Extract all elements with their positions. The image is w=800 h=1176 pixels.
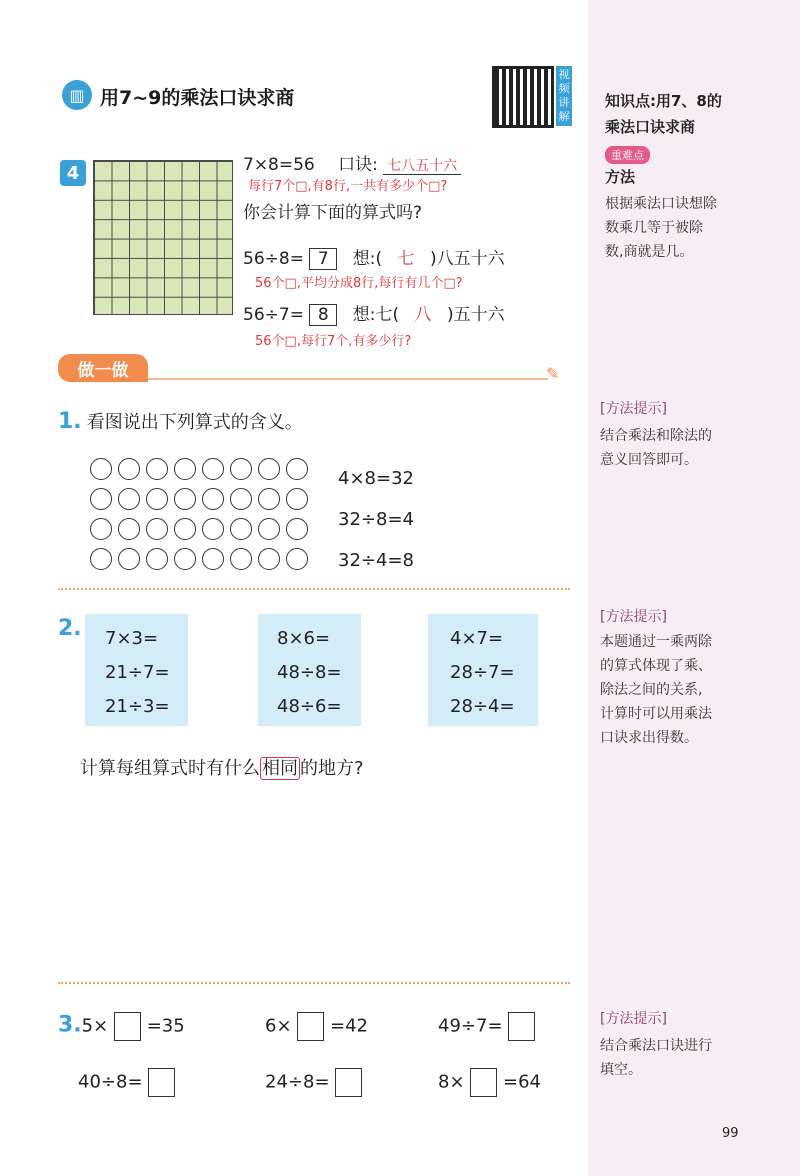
example-note-4: 56个□,每行7个,有多少行? (255, 334, 412, 349)
circle (118, 458, 140, 480)
answer-input-box[interactable] (470, 1068, 497, 1097)
circle (118, 488, 140, 510)
pencil-icon: ✎ (546, 364, 560, 383)
circle (230, 488, 252, 510)
example-line-1: 7×8=56 口诀: 七八五十六 (243, 150, 461, 175)
knowledge-point-title: 知识点:用7、8的 乘法口诀求商 (605, 92, 722, 136)
circle (90, 518, 112, 540)
qr-code-icon[interactable] (492, 66, 554, 128)
divider (58, 588, 570, 590)
circle (146, 548, 168, 570)
q2-group-1-equations: 7×3= 21÷7= 21÷3= (105, 628, 170, 717)
circle (118, 518, 140, 540)
tip-2-heading: [方法提示] (600, 609, 667, 625)
q2-group-2-equations: 8×6= 48÷8= 48÷6= (277, 628, 342, 717)
tip-3-text: 结合乘法口诀进行 填空。 (600, 1038, 712, 1078)
highlighted-word: 相同 (262, 758, 298, 779)
method-text: 根据乘法口诀想除 数乘几等于被除 数,商就是几。 (605, 196, 717, 260)
example-line-3: 56÷8= 7 想:( 七 )八五十六 (243, 249, 505, 269)
q3-row-2-item-2: 24÷8= (265, 1068, 362, 1097)
q3-row-2-item-3: 8× =64 (438, 1068, 541, 1097)
practice-ribbon: 做一做 (58, 354, 148, 382)
circle-array (90, 458, 314, 578)
circle (286, 518, 308, 540)
circle (230, 518, 252, 540)
example-line-2: 你会计算下面的算式吗? (243, 203, 423, 223)
circle (174, 548, 196, 570)
question-1-prompt: 1. 看图说出下列算式的含义。 (58, 409, 303, 434)
circle (286, 548, 308, 570)
circle (258, 518, 280, 540)
example-number: 4 (60, 160, 86, 186)
circle (174, 458, 196, 480)
circle (118, 548, 140, 570)
answer-box: 8 (309, 304, 337, 326)
tip-1-heading: [方法提示] (600, 401, 667, 417)
tip-3-heading: [方法提示] (600, 1011, 667, 1027)
q2-question: 计算每组算式时有什么 相同 的地方? (80, 758, 364, 779)
circle (286, 458, 308, 480)
video-explain-label[interactable]: 视 频 讲 解 (556, 66, 572, 126)
tip-2-text: 本题通过一乘两除 的算式体现了乘、 除法之间的关系, 计算时可以用乘法 口诀求出得数。 (600, 634, 712, 746)
circle (174, 518, 196, 540)
circle (90, 458, 112, 480)
q1-equations: 4×8=32 32÷8=4 32÷4=8 (338, 468, 414, 571)
q3-row-1-item-2: 6× =42 (265, 1012, 368, 1041)
answer-input-box[interactable] (508, 1012, 535, 1041)
circle (174, 488, 196, 510)
answer-box: 7 (309, 248, 337, 270)
circle (90, 488, 112, 510)
circle (230, 548, 252, 570)
circle (202, 518, 224, 540)
circle (202, 548, 224, 570)
circle (146, 458, 168, 480)
answer-input-box[interactable] (297, 1012, 324, 1041)
answer-input-box[interactable] (114, 1012, 141, 1041)
divider (58, 982, 570, 984)
answer-input-box[interactable] (148, 1068, 175, 1097)
example-note-1: 每行7个□,有8行,一共有多少个□? (248, 179, 448, 194)
tip-1-text: 结合乘法和除法的 意义回答即可。 (600, 428, 712, 468)
circle (202, 458, 224, 480)
circle (258, 548, 280, 570)
q3-row-1-item-1: 3.5× =35 (58, 1012, 185, 1041)
question-2-number: 2. (58, 616, 82, 641)
circle (90, 548, 112, 570)
ribbon-line (148, 378, 548, 380)
q3-row-1-item-3: 49÷7= (438, 1012, 535, 1041)
key-difficulty-badge: 重难点 (605, 144, 650, 164)
q3-row-2-item-1: 40÷8= (78, 1068, 175, 1097)
method-heading: 方法 (605, 168, 636, 186)
book-icon: ▥ (62, 80, 92, 110)
circle (286, 488, 308, 510)
answer-input-box[interactable] (335, 1068, 362, 1097)
circle (258, 488, 280, 510)
circle (146, 488, 168, 510)
example-line-4: 56÷7= 8 想:七( 八 )五十六 (243, 305, 505, 325)
circle (230, 458, 252, 480)
example-note-3: 56个□,平均分成8行,每行有几个□? (255, 276, 463, 291)
circle (146, 518, 168, 540)
square-grid-illustration (93, 160, 233, 315)
q2-group-3-equations: 4×7= 28÷7= 28÷4= (450, 628, 515, 717)
circle (258, 458, 280, 480)
circle (202, 488, 224, 510)
page-number: 99 (722, 1126, 739, 1141)
page-title: 用7~9的乘法口诀求商 (100, 87, 295, 109)
